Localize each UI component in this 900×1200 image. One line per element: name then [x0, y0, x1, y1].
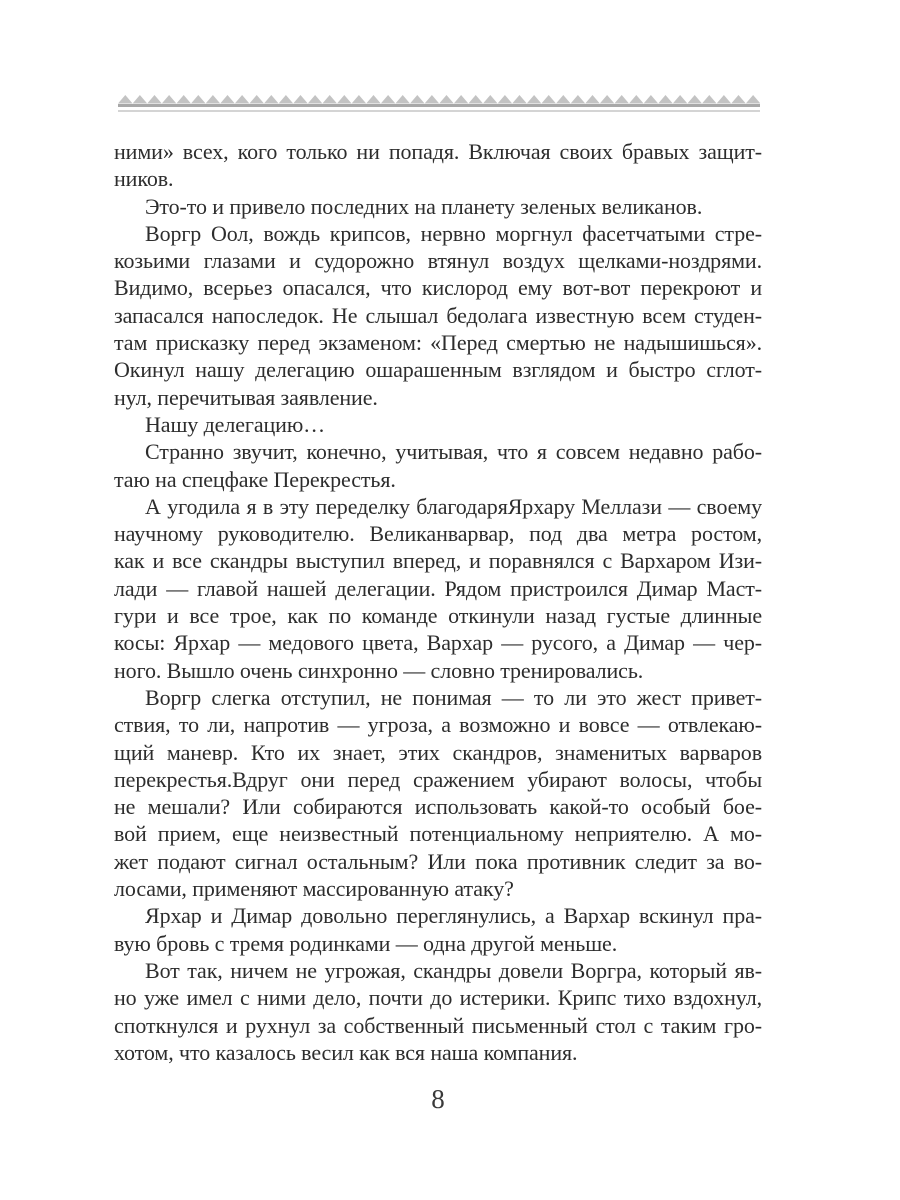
zigzag-ornament: [118, 95, 760, 112]
text-line: таю на спецфаке Перекрестья.: [114, 466, 396, 492]
text-line: вой прием, еще неизвестный потенциальному неприятелю. А мо-: [114, 821, 762, 847]
text-line: лади — главой нашей делегации. Рядом пристроился Димар Маст-: [114, 575, 762, 601]
text-line: запасался напоследок. Не слышал бедолага известную всем студен-: [114, 302, 762, 328]
text-line: там присказку перед экзаменом: «Перед смертью не надышишься».: [114, 330, 762, 356]
text-line: ствия, то ли, напротив — угроза, а возможно и вовсе — отвлекаю-: [114, 712, 762, 738]
text-line: Нашу делегацию…: [145, 411, 326, 437]
text-line: жет подают сигнал остальным? Или пока противник следит за во-: [114, 848, 762, 874]
text-line: гури и все трое, как по команде откинули назад густые длинные: [114, 603, 762, 629]
text-line: вую бровь с тремя родинками — одна другой меньше.: [114, 930, 618, 956]
text-line: но уже имел с ними дело, почти до истерики. Крипс тихо вздохнул,: [114, 985, 762, 1011]
text-line: Ярхар и Димар довольно переглянулись, а Вархар вскинул пра-: [145, 903, 762, 929]
text-line: Странно звучит, конечно, учитывая, что я совсем недавно рабо-: [145, 439, 762, 465]
ornament-rule-thin: [118, 110, 760, 112]
zigzag-triangles-icon: [118, 95, 760, 104]
text-line: козьими глазами и судорожно втянул воздух щелками-ноздрями.: [114, 248, 762, 274]
text-line: Воргр слегка отступил, не понимая — то ли это жест привет-: [145, 684, 762, 710]
page-number: 8: [431, 1084, 445, 1114]
text-line: косы: Ярхар — медового цвета, Вархар — русого, а Димар — чер-: [114, 630, 762, 656]
text-line: Воргр Оол, вождь крипсов, нервно моргнул фасетчатыми стре-: [145, 220, 762, 246]
text-line: Видимо, всерьез опасался, что кислород ему вот-вот перекроют и: [114, 275, 762, 301]
text-line: научному руководителю. Великанварвар, под два метра ростом,: [114, 521, 762, 547]
text-line: Вот так, ничем не угрожая, скандры довели Воргра, который яв-: [145, 957, 762, 983]
text-line: ного. Вышло очень синхронно — словно тренировались.: [114, 657, 644, 683]
text-line: А угодила я в эту переделку благодаряЯрхару Меллази — своему: [145, 493, 762, 519]
body-text: [114, 138, 762, 1066]
text-line: ними» всех, кого только ни попадя. Включая своих бравых защит-: [114, 139, 762, 164]
text-line: щий маневр. Кто их знает, этих скандров, знаменитых варваров: [114, 739, 762, 765]
text-line: лосами, применяют массированную атаку?: [114, 876, 514, 902]
text-line: хотом, что казалось весил как вся наша компания.: [114, 1039, 578, 1065]
ornament-rule-thick: [118, 104, 760, 107]
text-line: нул, перечитывая заявление.: [114, 384, 378, 410]
text-line: Окинул нашу делегацию ошарашенным взглядом и быстро сглот-: [114, 357, 762, 383]
text-line: как и все скандры выступил вперед, и поравнялся с Вархаром Изи-: [114, 548, 762, 574]
text-line: не мешали? Или собираются использовать какой-то особый бое-: [114, 794, 762, 820]
text-line: споткнулся и рухнул за собственный письменный стол с таким гро-: [114, 1012, 762, 1038]
text-line: ников.: [114, 166, 174, 192]
text-line: перекрестья.Вдруг они перед сражением убирают волосы, чтобы: [114, 766, 762, 792]
text-line: Это-то и привело последних на планету зеленых великанов.: [145, 193, 703, 219]
